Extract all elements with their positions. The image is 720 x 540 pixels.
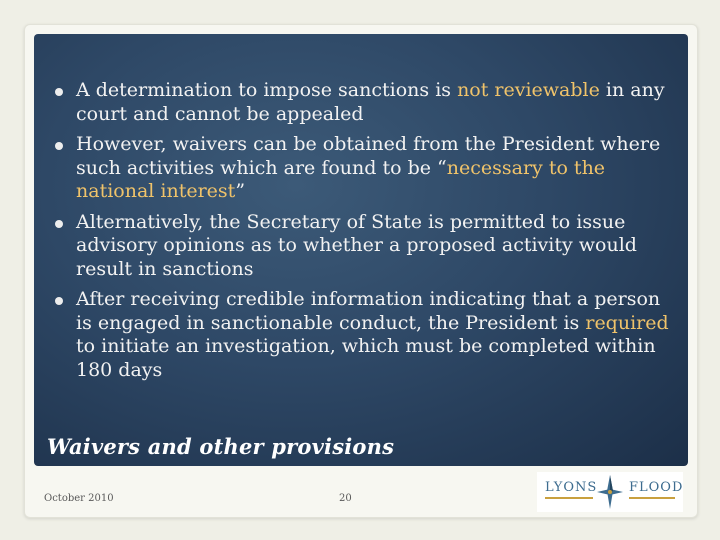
bullet-text: After receiving credible information indicating that a person is engaged in sanctionable conduct, the President is — [76, 288, 661, 334]
page-number: 20 — [339, 493, 352, 504]
bullet-text: ” — [235, 180, 246, 202]
section-title: Waivers and other provisions — [47, 434, 395, 459]
bullet-icon — [55, 297, 63, 305]
bullet-text: A determination to impose sanctions is — [76, 79, 458, 101]
compass-rose-icon — [596, 474, 624, 510]
bullet-list — [50, 79, 680, 389]
highlighted-text: required — [585, 311, 669, 334]
highlighted-text: not reviewable — [457, 79, 600, 101]
bullet-item — [50, 211, 680, 282]
footer-date: October 2010 — [44, 493, 114, 504]
highlighted-text: necessary to the national interest — [76, 156, 606, 202]
bullet-text: However, waivers can be obtained from the President where such activities which are found to be “ — [76, 133, 661, 179]
logo-right-rule — [629, 497, 675, 499]
bullet-icon — [55, 220, 63, 228]
bullet-icon — [55, 88, 63, 96]
logo-left-text: LYONS — [545, 480, 598, 495]
bullet-text: Alternatively, the Secretary of State is permitted to issue advisory opinions as to whether a proposed activity would result in sanctions — [76, 210, 637, 280]
logo-left-rule — [545, 497, 593, 499]
bullet-item — [50, 79, 680, 126]
bullet-item — [50, 133, 680, 204]
bullet-text: to initiate an investigation, which must be completed within 180 days — [76, 335, 656, 381]
lyons-flood-logo — [537, 472, 683, 512]
logo-right-text: FLOOD — [629, 480, 684, 495]
bullet-item — [50, 288, 680, 382]
bullet-icon — [55, 142, 63, 150]
bullet-text: in any court and cannot be appealed — [76, 79, 665, 125]
